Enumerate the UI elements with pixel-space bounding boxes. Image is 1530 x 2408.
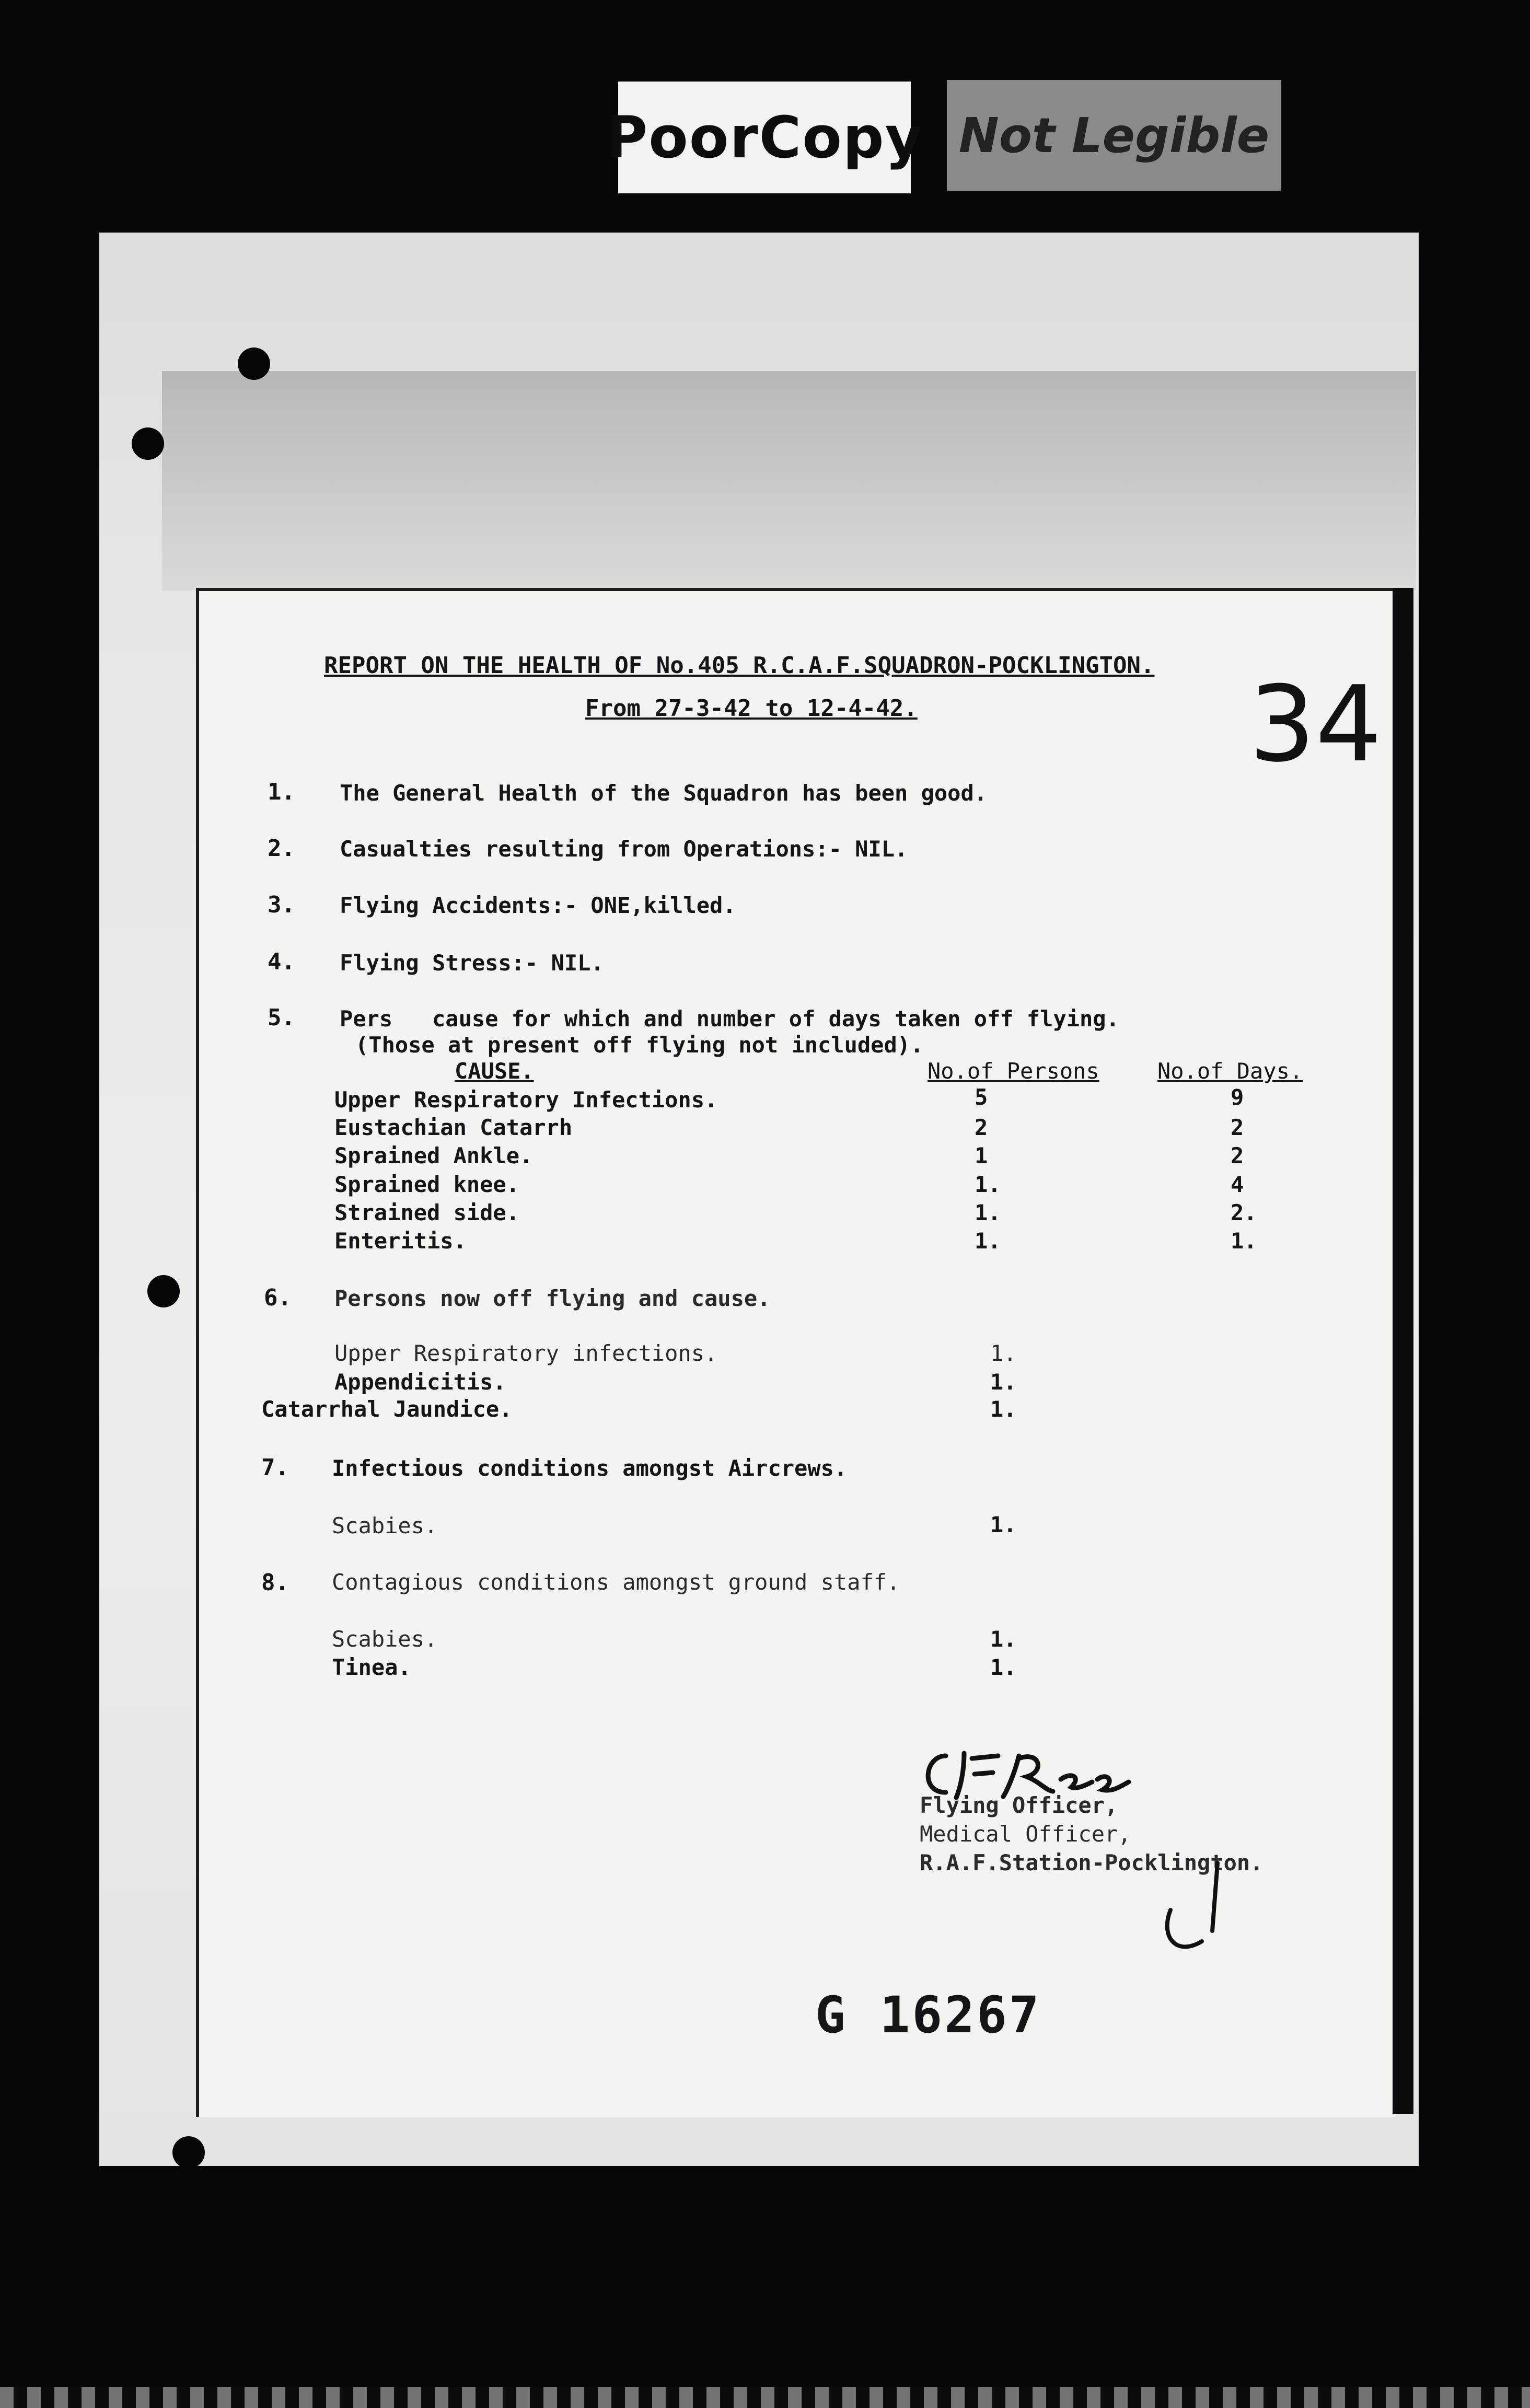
- list-item-cause: Appendicitis.: [334, 1369, 506, 1395]
- cause-cell: Sprained knee.: [334, 1172, 520, 1197]
- item-text: Pers cause for which and number of days taken off flying.: [340, 1006, 1119, 1032]
- persons-cell: 5: [975, 1084, 988, 1110]
- punch-hole: [147, 1275, 180, 1307]
- not-legible-stamp: Not Legible: [947, 80, 1281, 191]
- persons-cell: 1.: [975, 1228, 1001, 1254]
- persons-cell: 1.: [975, 1200, 1001, 1225]
- film-edge: [0, 2387, 1530, 2408]
- item-number: 4.: [268, 948, 295, 975]
- list-item-cause: Tinea.: [332, 1654, 411, 1680]
- days-cell: 2: [1231, 1143, 1244, 1168]
- punch-hole: [172, 2136, 205, 2169]
- item-text: The General Health of the Squadron has been good.: [340, 780, 988, 806]
- item-number: 3.: [268, 892, 295, 918]
- item-number: 1.: [268, 779, 295, 805]
- item-text: Persons now off flying and cause.: [334, 1286, 771, 1311]
- days-cell: 2.: [1231, 1200, 1257, 1225]
- reference-number: G 16267: [815, 1986, 1041, 2044]
- item-text: Flying Accidents:- ONE,killed.: [340, 893, 736, 918]
- right-edge-shadow: [1393, 588, 1413, 2114]
- page-number: 34: [1249, 664, 1382, 785]
- item-number: 2.: [268, 835, 295, 862]
- persons-cell: 1: [975, 1143, 988, 1168]
- list-item-cause: Catarrhal Jaundice.: [261, 1396, 513, 1422]
- report-period: From 27-3-42 to 12-4-42.: [585, 695, 918, 722]
- cause-cell: Sprained Ankle.: [334, 1143, 533, 1168]
- days-cell: 2: [1231, 1115, 1244, 1140]
- sheet-shadow: [162, 371, 1416, 591]
- list-item-cause: Upper Respiratory infections.: [334, 1340, 718, 1366]
- days-cell: 4: [1231, 1172, 1244, 1197]
- list-item-count: 1.: [990, 1512, 1017, 1537]
- list-item-count: 1.: [990, 1369, 1017, 1395]
- poor-copy-stamp: PoorCopy: [618, 82, 911, 193]
- list-item-cause: Scabies.: [332, 1626, 438, 1652]
- cause-cell: Eustachian Catarrh: [334, 1115, 573, 1140]
- signatory-title: Flying Officer,: [920, 1792, 1118, 1818]
- cause-cell: Upper Respiratory Infections.: [334, 1087, 718, 1113]
- table-header-cause: CAUSE.: [455, 1058, 534, 1084]
- item-number: 8.: [261, 1569, 289, 1596]
- item-text: Flying Stress:- NIL.: [340, 950, 604, 976]
- report-title: REPORT ON THE HEALTH OF No.405 R.C.A.F.SQUADRON-POCKLINGTON.: [324, 652, 1155, 679]
- item-number: 7.: [261, 1454, 289, 1481]
- handwritten-mark: [1155, 1853, 1249, 1967]
- table-header-days: No.of Days.: [1157, 1058, 1303, 1084]
- persons-cell: 2: [975, 1115, 988, 1140]
- punch-hole: [132, 427, 164, 460]
- item-text: Casualties resulting from Operations:- NIL.: [340, 836, 908, 862]
- item-text: Contagious conditions amongst ground staff.: [332, 1569, 900, 1595]
- list-item-count: 1.: [990, 1340, 1017, 1366]
- item-subtext: (Those at present off flying not included).: [355, 1032, 924, 1058]
- list-item-count: 1.: [990, 1654, 1017, 1680]
- item-number: 5.: [268, 1004, 295, 1031]
- signatory-role: Medical Officer,: [920, 1821, 1131, 1847]
- list-item-count: 1.: [990, 1396, 1017, 1422]
- cause-cell: Strained side.: [334, 1200, 520, 1225]
- signatory-station: R.A.F.Station-Pocklington.: [920, 1850, 1264, 1876]
- persons-cell: 1.: [975, 1172, 1001, 1197]
- list-item-cause: Scabies.: [332, 1513, 438, 1538]
- item-number: 6.: [264, 1284, 292, 1311]
- table-header-persons: No.of Persons: [928, 1058, 1099, 1084]
- days-cell: 1.: [1231, 1228, 1257, 1254]
- cause-cell: Enteritis.: [334, 1228, 467, 1254]
- days-cell: 9: [1231, 1084, 1244, 1110]
- list-item-count: 1.: [990, 1626, 1017, 1652]
- punch-hole: [238, 348, 270, 380]
- item-text: Infectious conditions amongst Aircrews.: [332, 1455, 848, 1481]
